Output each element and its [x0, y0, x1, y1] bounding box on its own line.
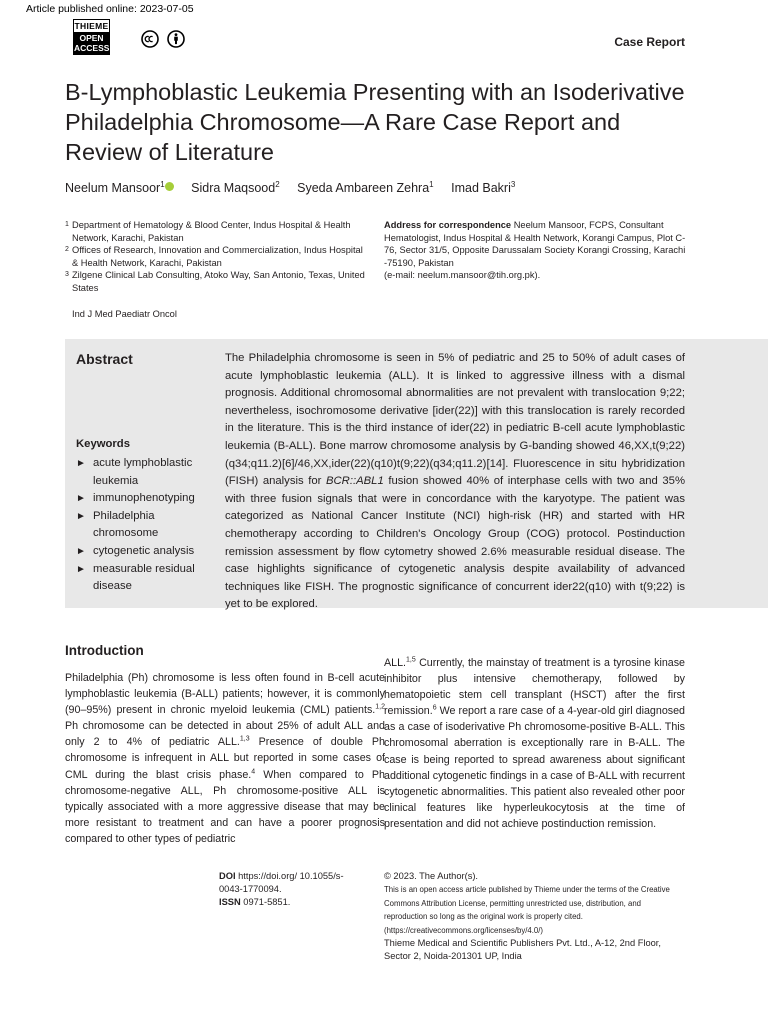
keyword-text: cytogenetic analysis: [93, 544, 195, 557]
intro-text: Currently, the mainstay of treatment is a tyrosine kinase inhibitor plus intensive chemotherapy, followed by hematopoietic stem cell transplant (HSCT) after the first remission.: [384, 657, 685, 718]
keyword-item: [76, 561, 216, 596]
affiliation-text: Zilgene Clinical Lab Consulting, Atoko Way, San Antonio, Texas, United States: [72, 270, 365, 293]
author-affil-sup: 1: [160, 180, 165, 189]
abstract-heading: Abstract: [76, 351, 133, 367]
abstract-part-1: The Philadelphia chromosome is seen in 5% of pediatric and 25 to 50% of adult cases of acute lymphoblastic leukemia (ALL). It is linked to aggressive illness with a dismal prognosis. Additional chromosomal abnormalities are not prevalent with translocation 9;22; nevertheless, isochromosome derivative [ider(22)] with this translocation is rarely recorded in the literature. This is the third instance of ider(22) in pediatric B-cell acute lymphoblastic leukemia (B-ALL). Bone marrow chromosome analysis by G-banding showed 46,XX,t(9;22)(q34;q11.2)[6]/46,XX,ider(22)(q10)t(9;22)(q34;q11.2)[14]. Fluorescence in situ hybridization (FISH) analysis for: [225, 352, 685, 488]
creative-commons-icons: [141, 29, 185, 49]
bullet-arrow-icon: ►: [76, 458, 86, 469]
author-name: Syeda Ambareen Zehra: [297, 181, 430, 196]
keyword-text: acute lymphoblastic leukemia: [93, 457, 193, 487]
doi-label: DOI: [219, 871, 236, 881]
bullet-arrow-icon: ►: [76, 510, 86, 522]
affiliation-text: Offices of Research, Innovation and Commercialization, Indus Hospital & Health Network, Karachi, Pakistan: [72, 245, 363, 268]
correspondence-email[interactable]: (e-mail: neelum.mansoor@tih.org.pk).: [384, 270, 541, 280]
author: [451, 181, 515, 195]
orcid-icon[interactable]: [165, 182, 174, 191]
license-text: This is an open access article published by Thieme under the terms of the Creative Commons Attribution License, permitting unrestricted use, distribution, and reproduction so long as the original work is properly cited. (https://creativecommons.org/licenses/by/4.0/): [384, 885, 670, 935]
keyword-text: immunophenotyping: [93, 492, 195, 505]
intro-text: Philadelphia (Ph) chromosome is less often found in B-cell acute lymphoblastic leukemia (B-ALL) patients; however, it is commonly (90–95%) present in chronic myeloid leukemia (CML) patients.: [65, 672, 385, 717]
copyright-block: [384, 870, 685, 963]
affiliation: [65, 244, 365, 269]
author-list: [65, 180, 529, 195]
keyword-item: [76, 508, 216, 543]
issn-label: ISSN: [219, 897, 241, 907]
logo-top-text: THIEME: [74, 21, 109, 31]
keyword-text: measurable residual disease: [93, 562, 195, 593]
bullet-arrow-icon: ►: [76, 563, 86, 575]
intro-text: When compared to Ph chromosome-negative ALL, Ph chromosome-positive ALL is typically associated with a more aggressive disease that may be more resistant to treatment and can have a poorer prognosis compared to other types of pediatric: [65, 768, 385, 845]
correspondence-address: [384, 219, 689, 282]
copyright-line: © 2023. The Author(s).: [384, 871, 479, 881]
abstract-part-2: fusion showed 40% of interphase cells with two and 35% with three fusion signals that were in concordance with the karyotype. The patient was categorized as National Cancer Institute (NCI) high-risk (HR) and started with HR chemotherapy according to Children's Oncology Group (COG) protocol. Postinduction remission assessment by flow cytometry showed 2.6% measurable residual disease. The case highlights significance of cytogenetic analysis despite availability of advanced techniques like FISH. The prognostic significance of concurrent ider22(q10) with t(9;22) is yet to be explored.: [225, 475, 686, 611]
keyword-item: [76, 490, 216, 508]
article-type-label: Case Report: [614, 35, 685, 49]
affiliation-text: Department of Hematology & Blood Center, Indus Hospital & Health Network, Karachi, Pakistan: [72, 220, 351, 243]
published-date: Article published online: 2023-07-05: [26, 3, 194, 15]
author: [297, 181, 433, 195]
affiliation-number: 2: [65, 246, 69, 253]
attribution-icon: [168, 31, 184, 47]
citation-ref[interactable]: 6: [432, 704, 437, 712]
author: [65, 181, 174, 195]
keywords-list: [76, 455, 216, 596]
thieme-open-access-logo: [73, 19, 110, 55]
logo-access-text: ACCESS: [74, 43, 110, 53]
intro-text: ALL.: [384, 657, 406, 669]
issn-value: 0971-5851.: [243, 897, 291, 907]
keyword-item: [76, 543, 216, 561]
author: [191, 181, 280, 195]
doi-link[interactable]: https://doi.org/ 10.1055/s-0043-1770094.: [219, 871, 344, 894]
intro-text: Presence of double Ph chromosome is infrequent in ALL but reported in some cases of CML during the blast crisis phase.: [65, 736, 386, 781]
article-title: B-Lymphoblastic Leukemia Presenting with an Isoderivative Philadelphia Chromosome—A Rare Case Report and Review of Literature: [65, 79, 685, 165]
intro-text: We report a rare case of a 4-year-old girl diagnosed as a case of isoderivative Ph chromosome-positive B-ALL. This chromosomal aberration is exceptionally rare in B-ALL. The case is being reported to spread awareness about significant additional cytogenetic findings in a case of B-ALL with recurrent cytogenetic abnormalities. This patient also revealed other poor clinical features like hyperleukocytosis at the time of presentation and did not achieve postinduction remission.: [384, 705, 685, 830]
citation-ref[interactable]: 1,2: [375, 703, 385, 711]
author-name: Neelum Mansoor: [65, 181, 161, 196]
citation-ref[interactable]: 1,5: [406, 656, 416, 664]
affiliations: [65, 219, 365, 294]
introduction-heading: Introduction: [65, 643, 144, 658]
affiliation-number: 1: [65, 221, 69, 228]
intro-text: Ph chromosome can be detected in about 25% of adult ALL and only 2 to 4% of pediatric ALL.: [65, 720, 385, 749]
publisher-address: Thieme Medical and Scientific Publishers Pvt. Ltd., A-12, 2nd Floor, Sector 2, Noida-201301 UP, India: [384, 938, 661, 961]
author-affil-sup: 3: [510, 180, 516, 189]
introduction-right-column: [384, 655, 685, 832]
affiliation: [65, 269, 365, 294]
doi-issn-block: [219, 870, 364, 909]
author-name: Sidra Maqsood: [191, 181, 276, 196]
citation-ref[interactable]: 1,3: [239, 735, 250, 743]
keyword-text: Philadelphia chromosome: [93, 509, 159, 540]
bullet-arrow-icon: ►: [76, 545, 86, 557]
author-affil-sup: 1: [429, 180, 434, 189]
abstract-text: [225, 350, 685, 614]
logo-bottom-text: [74, 32, 109, 54]
keyword-item: [76, 455, 216, 490]
logo-open-text: OPEN: [79, 33, 104, 43]
keywords-heading: Keywords: [76, 438, 130, 450]
citation-ref[interactable]: 4: [251, 768, 256, 775]
affiliation-number: 3: [65, 271, 69, 278]
introduction-left-column: [65, 670, 385, 847]
bullet-arrow-icon: ►: [76, 493, 86, 505]
cc-icon: [142, 31, 158, 47]
author-affil-sup: 2: [275, 180, 280, 189]
correspondence-label: Address for correspondence: [384, 220, 512, 230]
affiliation: [65, 219, 365, 244]
correspondence-text: Neelum Mansoor, FCPS, Consultant Hematologist, Indus Hospital & Health Network, Korangi Campus, Plot C-76, Sector 31/5, Opposite Darussalam Society Korangi Crossing, Karachi -75190, Pakistan: [384, 220, 686, 268]
author-name: Imad Bakri: [451, 181, 511, 196]
abstract-gene-name: BCR::ABL1: [325, 475, 384, 488]
journal-name: Ind J Med Paediatr Oncol: [72, 309, 177, 319]
